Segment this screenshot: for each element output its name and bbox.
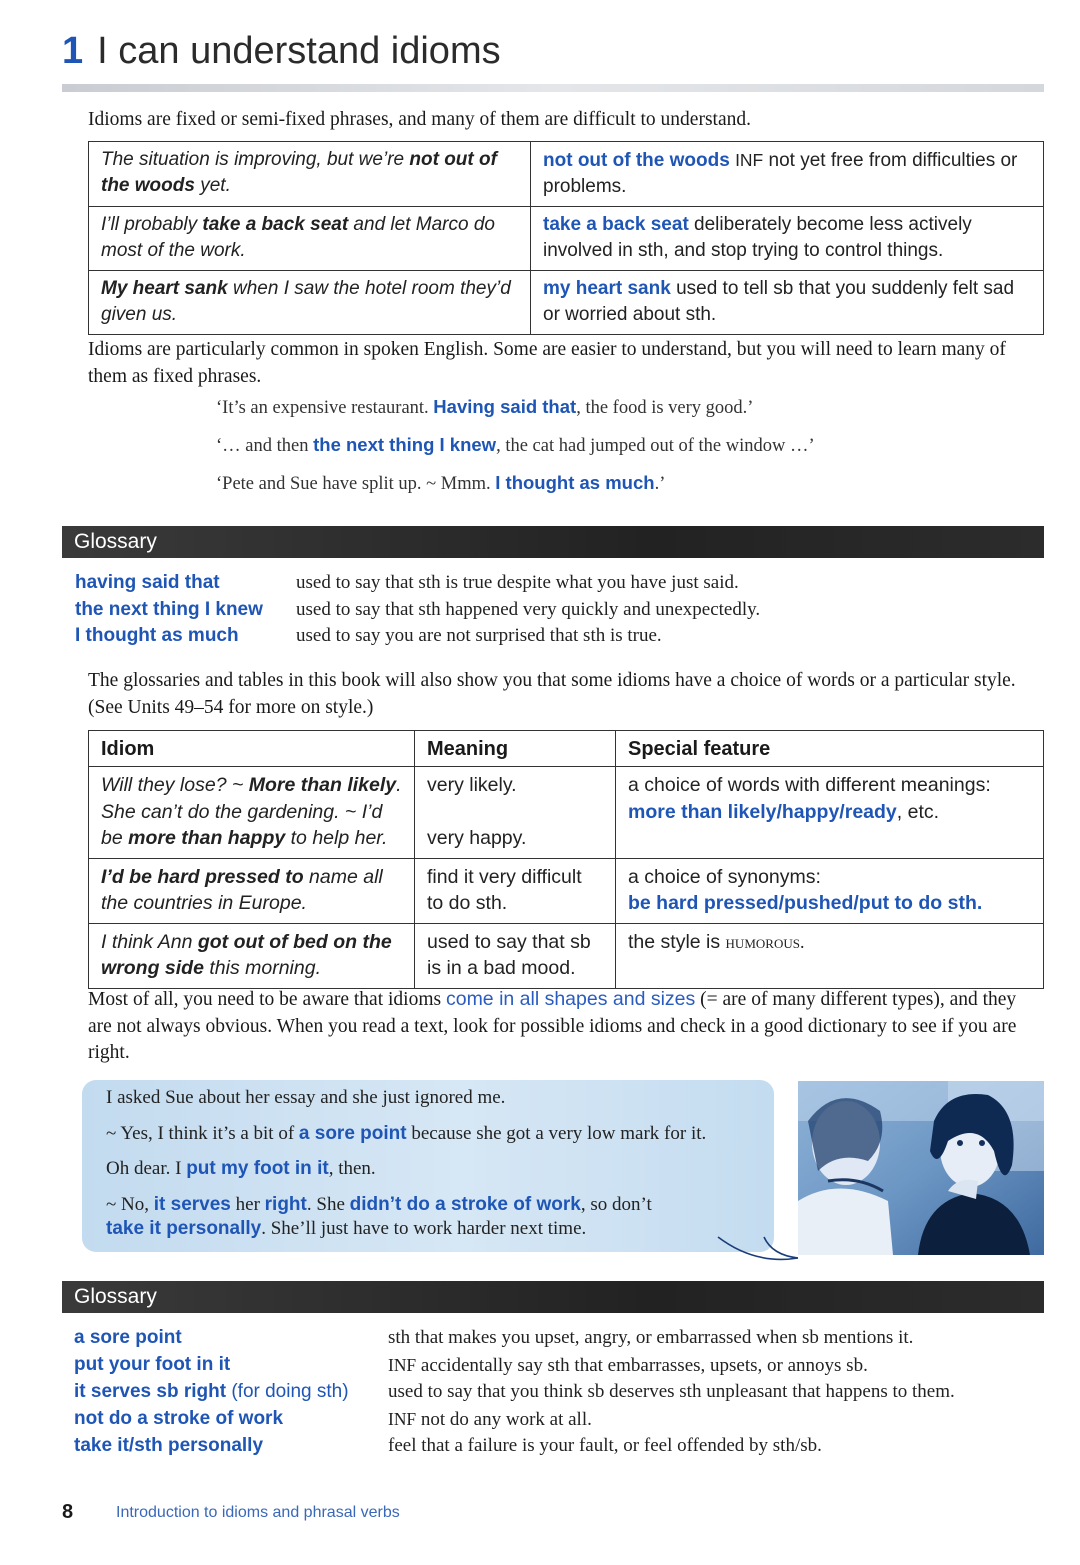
feature-cell: a choice of synonyms: be hard pressed/pushed/put to do sth. [616,858,1044,923]
intro-paragraph: Idioms are fixed or semi-fixed phrases, and many of them are difficult to understand. [88,109,751,130]
feature-cell: the style is humorous. [616,923,1044,988]
glossary-item: a sore point sth that makes you upset, angry, or embarrassed when sb mentions it. [74,1327,914,1348]
glossary-item: not do a stroke of work INF not do any work at all. [74,1407,592,1430]
quote-line: ‘… and then the next thing I knew, the cat had jumped out of the window …’ [216,434,815,456]
table-header-row [89,731,1044,767]
idiom-cell: Will they lose? ~ More than likely. She can’t do the gardening. ~ I’d be more than happy to help her. [89,767,415,859]
dialog-line: ~ Yes, I think it’s a bit of a sore point because she got a very low mark for it. [106,1123,707,1144]
idiom-cell: I’d be hard pressed to name all the countries in Europe. [89,858,415,923]
unit-title: I can understand idioms [97,30,501,72]
unit-number: 1 [62,30,84,72]
glossary-item: the next thing I knew used to say that sth happened very quickly and unexpectedly. [75,598,761,620]
column-header: Idiom [89,731,415,767]
example-cell: I’ll probably take a back seat and let Marco do most of the work. [89,207,531,271]
glossary-item: having said that used to say that sth is true despite what you have just said. [75,572,739,593]
glossary-heading: Glossary [62,1281,1044,1313]
quote-line: ‘Pete and Sue have split up. ~ Mmm. I thought as much.’ [216,472,666,494]
glossary-item: put your foot in it INF accidentally say sth that embarrasses, upsets, or annoys sb. [74,1353,868,1376]
meaning-cell: used to say that sb is in a bad mood. [415,923,616,988]
example-cell: My heart sank when I saw the hotel room they’d given us. [89,271,531,335]
table-row [89,207,1044,271]
shapes-sizes-paragraph: Most of all, you need to be aware that idioms come in all shapes and sizes (= are of many different types), and they are not always obvious. When you read a text, look for possible idioms and check in a good dictionary to see if you are right. [88,988,1017,1063]
table-row [89,767,1044,859]
dialog-line: I asked Sue about her essay and she just ignored me. [106,1087,506,1108]
glossary-item: I thought as much used to say you are not surprised that sth is true. [75,625,662,646]
table-row [89,858,1044,923]
page-number: 8 [62,1501,74,1523]
footer-section-title: Introduction to idioms and phrasal verbs [116,1504,400,1521]
definition-cell: not out of the woods INF not yet free from difficulties or problems. [531,142,1044,207]
table-row [89,923,1044,988]
quote-line: ‘It’s an expensive restaurant. Having said that, the food is very good.’ [216,396,754,418]
dialog-line: ~ No, it serves her right. She didn’t do a stroke of work, so don’t [106,1194,652,1215]
column-header: Special feature [616,731,1044,767]
speech-tail [700,1225,810,1265]
idiom-cell: I think Ann got out of bed on the wrong side this morning. [89,923,415,988]
feature-cell: a choice of words with different meanings: more than likely/happy/ready, etc. [616,767,1044,859]
photo-two-women-icon [798,1081,1044,1255]
glossary-heading: Glossary [62,526,1044,558]
table-row [89,271,1044,335]
table-row [89,142,1044,207]
meaning-cell: find it very difficult to do sth. [415,858,616,923]
spoken-english-paragraph: Idioms are particularly common in spoken English. Some are easier to understand, but you will need to learn many of them as fixed phrases. [88,339,1006,387]
style-paragraph: The glossaries and tables in this book will also show you that some idioms have a choice of words or a particular style. (See Units 49–54 for more on style.) [88,670,1016,718]
definition-cell: take a back seat deliberately become less actively involved in sth, and stop trying to control things. [531,207,1044,271]
glossary-item: it serves sb right (for doing sth) used to say that you think sb deserves sth unpleasant that happens to them. [74,1381,955,1402]
idiom-table-1 [88,141,1044,335]
glossary-list [74,1325,1044,1460]
title-rule [62,84,1044,92]
dialog-line: take it personally. She’ll just have to work harder next time. [106,1218,587,1239]
column-header: Meaning [415,731,616,767]
idiom-table-2 [88,730,1044,989]
dialog-line: Oh dear. I put my foot in it, then. [106,1158,376,1179]
page-title [62,30,501,73]
glossary-item: take it/sth personally feel that a failure is your fault, or feel offended by sth/sb. [74,1435,822,1456]
example-cell: The situation is improving, but we’re not out of the woods yet. [89,142,531,207]
glossary-list [75,570,1044,650]
definition-cell: my heart sank used to tell sb that you suddenly felt sad or worried about sth. [531,271,1044,335]
meaning-cell: very likely. very happy. [415,767,616,859]
